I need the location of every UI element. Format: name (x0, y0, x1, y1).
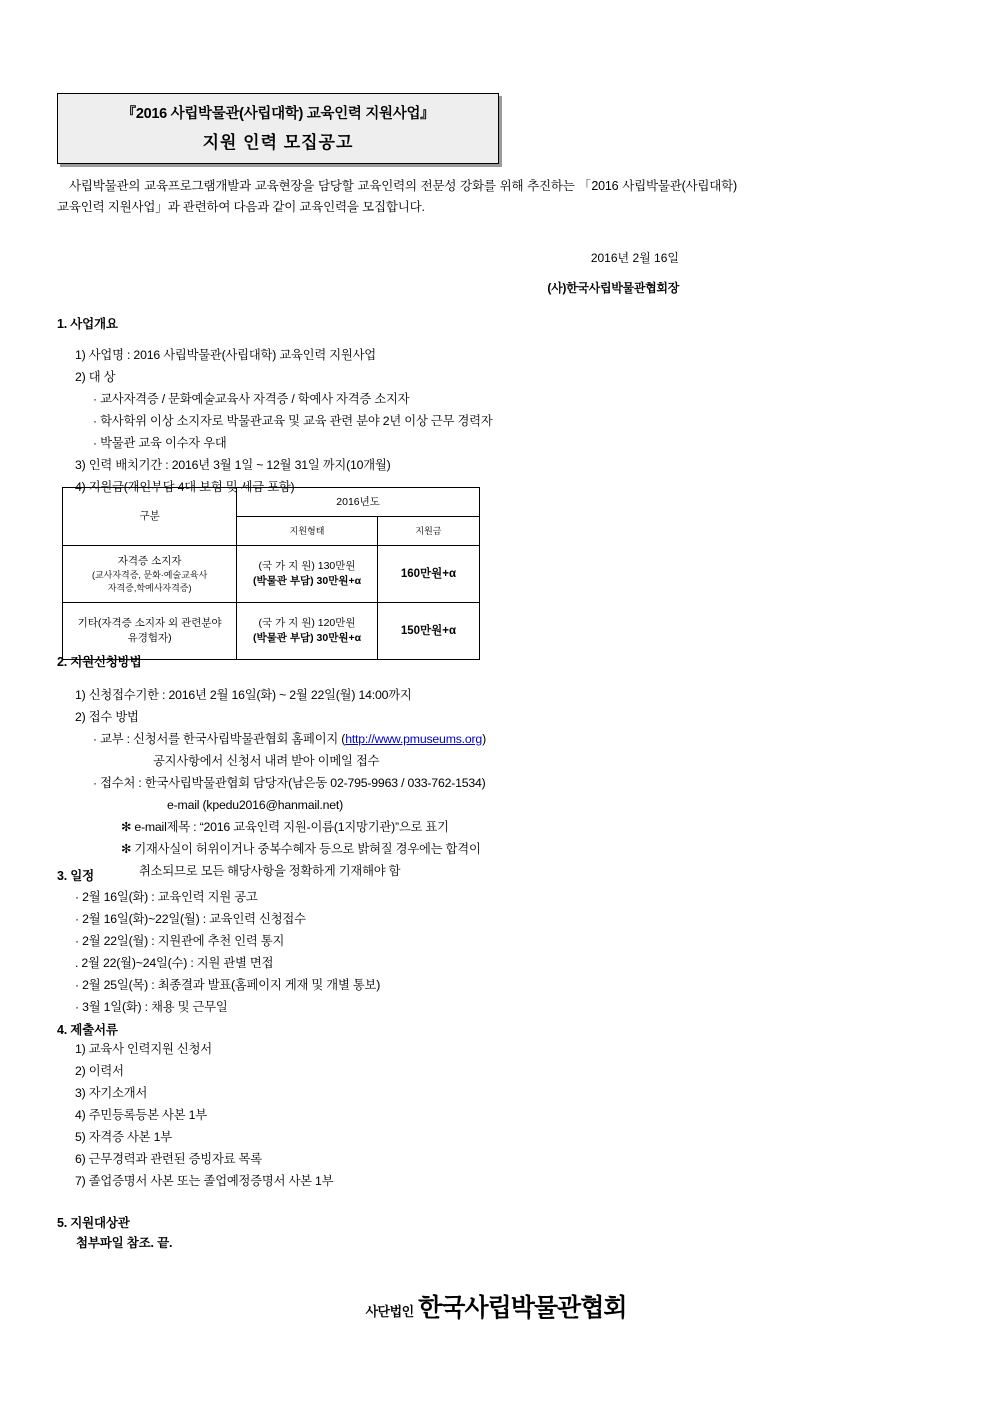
table-cell-division (63, 603, 237, 660)
list-item: · 박물관 교육 이수자 우대 (93, 436, 227, 450)
table-cell-type (237, 546, 378, 603)
issuing-organization: (사)한국사립박물관협회장 (547, 281, 679, 295)
list-item: · 3월 1일(화) : 채용 및 근무일 (75, 1000, 228, 1014)
section-5-heading: 5. 지원대상관 (57, 1216, 130, 1230)
funding-table (62, 487, 480, 660)
type-line-2: (박물관 부담) 30만원+α (252, 632, 362, 644)
section-4-heading: 4. 제출서류 (57, 1023, 118, 1037)
type-line-1: (국 가 지 원) 120만원 (258, 617, 356, 629)
list-item: 4) 지원금(개인부담 4대 보험 및 세금 포함) (75, 480, 295, 494)
type-line-2: (박물관 부담) 30만원+α (252, 575, 362, 587)
section-2-heading: 2. 지원신청방법 (57, 655, 142, 669)
list-item-issue (57, 728, 486, 750)
section-4-body (57, 1038, 333, 1192)
list-item: 1) 신청접수기한 : 2016년 2월 16일(화) ~ 2월 22일(월) 14:00까지 (75, 688, 412, 702)
list-item: . 2월 22(월)~24일(수) : 지원 관별 면접 (75, 956, 274, 970)
list-item: 3) 인력 배치기간 : 2016년 3월 1일 ~ 12월 31일 까지(10개월) (75, 458, 391, 472)
title-line-2: 지원 인력 모집공고 (202, 133, 354, 152)
list-item: 5) 자격증 사본 1부 (75, 1130, 172, 1144)
section-1-body (57, 344, 493, 498)
list-item: 2) 이력서 (75, 1064, 124, 1078)
type-line-1: (국 가 지 원) 130만원 (258, 560, 356, 572)
table-cell-amount: 150만원+α (377, 603, 479, 660)
announcement-title-box (57, 93, 499, 164)
table-header-year: 2016년도 (237, 488, 480, 517)
list-item: 1) 교육사 인력지원 신청서 (75, 1042, 212, 1056)
note-item: ✻ e-mail제목 : “2016 교육인력 지원-이름(1지망기관)”으로 표기 (121, 820, 449, 834)
division-main: 자격증 소지자 (117, 554, 182, 567)
list-item-contact: · 접수처 : 한국사립박물관협회 담당자(남은동 02-795-9963 / 033-762-1534) (93, 776, 486, 790)
note-item-continued: 취소되므로 모든 해당사항을 정확하게 기재해야 함 (139, 864, 401, 878)
intro-paragraph (57, 176, 737, 218)
list-item-continued: 공지사항에서 신청서 내려 받아 이메일 접수 (153, 754, 380, 768)
note-item: ✻ 기재사실이 허위이거나 중복수혜자 등으로 밝혀질 경우에는 합격이 (121, 842, 481, 856)
list-item: · 2월 16일(화)~22일(월) : 교육인력 신청접수 (75, 912, 306, 926)
list-item: · 2월 22일(월) : 지원관에 추천 인력 통지 (75, 934, 285, 948)
table-cell-amount: 160만원+α (377, 546, 479, 603)
section-3-body (57, 886, 380, 1018)
footer-org-prefix: 사단법인 (365, 1304, 414, 1319)
section-5-note: 첨부파일 참조. 끝. (76, 1236, 173, 1250)
table-row (63, 546, 480, 603)
section-2-body (57, 684, 486, 882)
list-item: · 2월 25일(목) : 최종결과 발표(홈페이지 게재 및 개별 통보) (75, 978, 381, 992)
list-item: 2) 대 상 (75, 370, 116, 384)
list-item: · 학사학위 이상 소지자로 박물관교육 및 교육 관련 분야 2년 이상 근무 경력자 (93, 414, 493, 428)
division-main: 기타(자격증 소지자 외 관련분야 (77, 617, 222, 629)
table-header-type: 지원형태 (237, 517, 378, 546)
intro-text: 사립박물관의 교육프로그램개발과 교육현장을 담당할 교육인력의 전문성 강화를 위해 추진하는 「2016 사립박물관(사립대학) 교육인력 지원사업」과 관련하여 다음과 같이 교육인력을 모집합니다. (57, 179, 737, 214)
table-header-division: 구분 (63, 488, 237, 546)
division-sub: 유경험자) (127, 632, 172, 644)
list-item: · 교사자격증 / 문화예술교육사 자격증 / 학예사 자격증 소지자 (93, 392, 410, 406)
division-sub: (교사자격증, 문화·예술교육사 자격증,학예사자격증) (91, 569, 208, 593)
table-row (63, 488, 480, 517)
issue-text-post: ) (482, 732, 486, 746)
table-cell-type (237, 603, 378, 660)
table-row (63, 603, 480, 660)
contact-email: e-mail (kpedu2016@hanmail.net) (167, 798, 344, 812)
footer-org-name: 한국사립박물관협회 (418, 1294, 627, 1322)
table-header-amount: 지원금 (377, 517, 479, 546)
list-item: · 2월 16일(화) : 교육인력 지원 공고 (75, 890, 258, 904)
issue-date: 2016년 2월 16일 (590, 251, 679, 265)
section-3-heading: 3. 일정 (57, 869, 95, 883)
issue-text-pre: · 교부 : 신청서를 한국사립박물관협회 홈페이지 ( (93, 732, 346, 746)
list-item: 3) 자기소개서 (75, 1086, 148, 1100)
list-item: 4) 주민등록등본 사본 1부 (75, 1108, 207, 1122)
list-item: 6) 근무경력과 관련된 증빙자료 목록 (75, 1152, 262, 1166)
section-1-heading: 1. 사업개요 (57, 317, 118, 331)
title-line-1: 『2016 사립박물관(사립대학) 교육인력 지원사업』 (121, 106, 435, 122)
homepage-link[interactable]: http://www.pmuseums.org (345, 732, 483, 746)
footer-logo (0, 1288, 992, 1324)
table-cell-division (63, 546, 237, 603)
list-item: 7) 졸업증명서 사본 또는 졸업예정증명서 사본 1부 (75, 1174, 334, 1188)
list-item: 1) 사업명 : 2016 사립박물관(사립대학) 교육인력 지원사업 (75, 348, 376, 362)
list-item: 2) 접수 방법 (75, 710, 139, 724)
